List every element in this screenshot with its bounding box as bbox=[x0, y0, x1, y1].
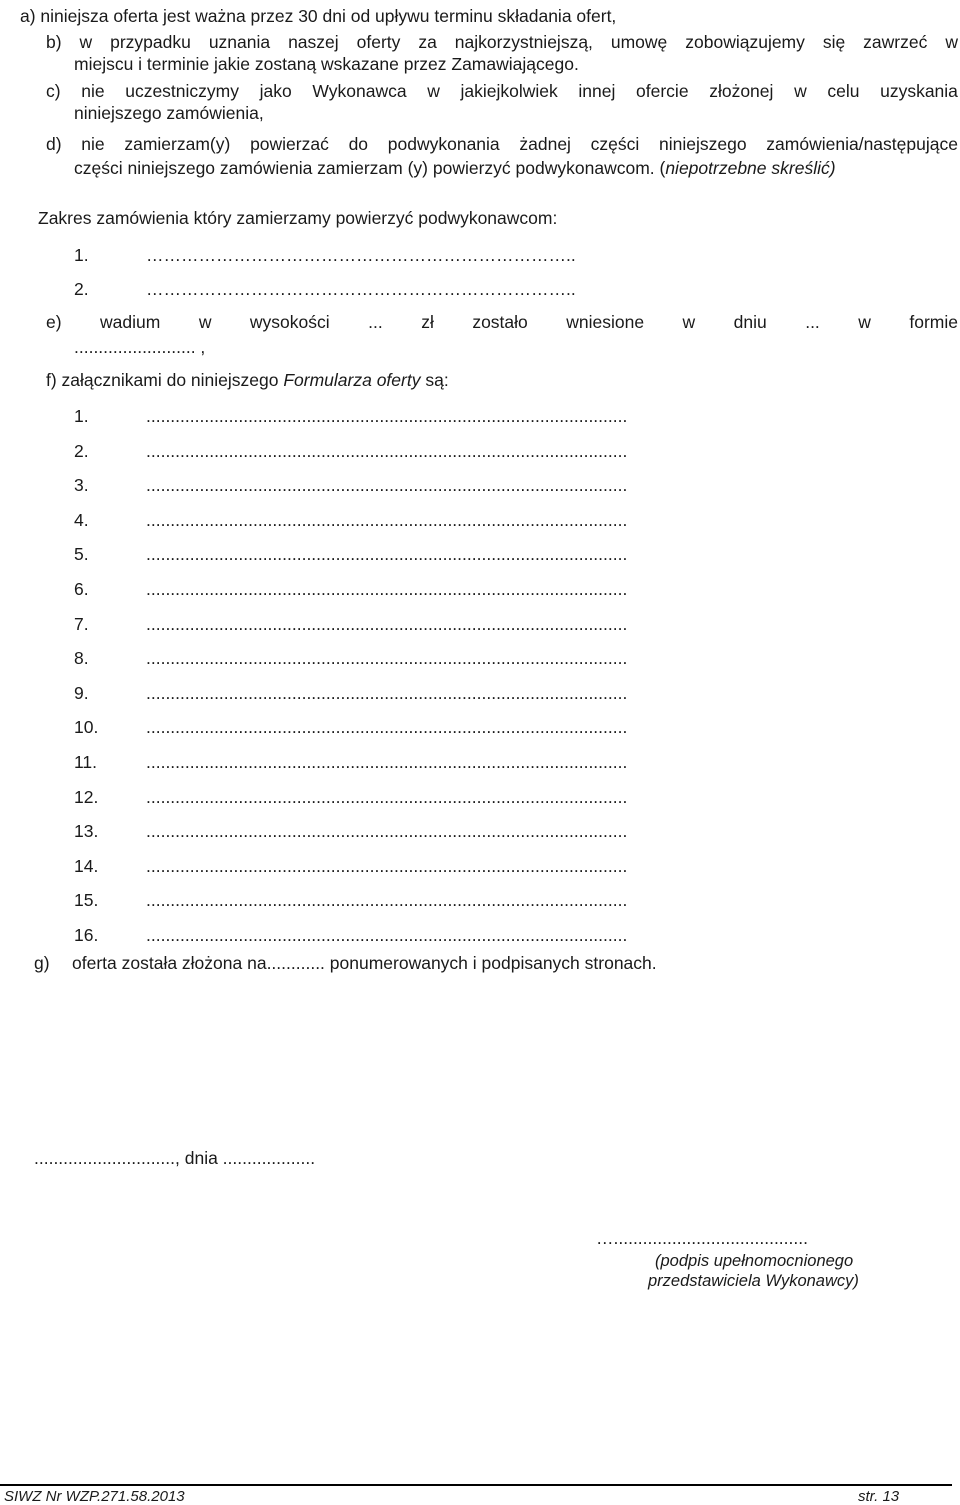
word: w bbox=[858, 312, 871, 332]
zakres-heading: Zakres zamówienia który zamierzamy powierzyć podwykonawcom: bbox=[38, 208, 558, 228]
item-g-text: oferta została złożona na............ ponumerowanych i podpisanych stronach. bbox=[72, 953, 657, 973]
attachment-dots: ................................................................................................... bbox=[146, 890, 628, 911]
word: do bbox=[348, 134, 369, 154]
item-f-prefix: f) załącznikami do niniejszego bbox=[46, 370, 284, 390]
item-b-line1 bbox=[46, 31, 958, 53]
attachment-dots: ................................................................................................... bbox=[146, 752, 628, 772]
item-f bbox=[46, 369, 449, 391]
word: niniejszego bbox=[659, 134, 747, 154]
attachment-number: 7. bbox=[74, 613, 89, 634]
zakres-item-1 bbox=[0, 244, 960, 266]
attachment-dots: ................................................................................................... bbox=[146, 475, 628, 496]
item-g-label: g) bbox=[34, 953, 50, 973]
word: jakiejkolwiek bbox=[460, 81, 558, 101]
attachment-item bbox=[0, 786, 960, 808]
word: uczestniczymy bbox=[125, 81, 239, 101]
word: wysokości bbox=[249, 312, 330, 332]
attachment-number: 1. bbox=[74, 406, 89, 426]
word: nie bbox=[81, 134, 105, 154]
word: umowę bbox=[610, 32, 668, 52]
attachment-item bbox=[0, 578, 960, 600]
attachment-item bbox=[0, 647, 960, 669]
attachment-item bbox=[0, 855, 960, 877]
attachment-dots: ................................................................................................... bbox=[146, 821, 628, 842]
word: żadnej bbox=[519, 134, 571, 154]
attachment-number: 8. bbox=[74, 648, 89, 669]
attachment-item bbox=[0, 440, 960, 462]
footer-rule bbox=[0, 1484, 952, 1486]
word: uzyskania bbox=[880, 81, 958, 101]
zakres-item-2 bbox=[0, 278, 960, 300]
word: oferty bbox=[356, 32, 401, 52]
word: zł bbox=[421, 312, 434, 332]
attachment-item bbox=[0, 820, 960, 842]
attachment-item bbox=[0, 751, 960, 773]
item-d-line1 bbox=[46, 133, 958, 155]
word: najkorzystniejszą, bbox=[454, 32, 593, 52]
word: za bbox=[418, 32, 437, 52]
attachment-item bbox=[0, 613, 960, 635]
place-date-line: ............................., dnia ................... bbox=[34, 1148, 316, 1168]
item-e-line2: ......................... , bbox=[74, 337, 206, 357]
attachment-dots: ................................................................................................... bbox=[146, 717, 628, 738]
word: ... bbox=[368, 312, 383, 332]
word: d) bbox=[46, 134, 62, 154]
word: się bbox=[822, 32, 846, 52]
signature-caption-line2: przedstawiciela Wykonawcy) bbox=[648, 1272, 859, 1290]
item-d-italic-note: niepotrzebne skreślić) bbox=[665, 158, 836, 178]
item-b-line2: miejscu i terminie jakie zostaną wskazane przez Zamawiającego. bbox=[74, 54, 579, 74]
word: jako bbox=[259, 81, 292, 101]
item-d-line2-text: części niniejszego zamówienia zamierzam (y) powierzyć podwykonawcom. ( bbox=[74, 158, 666, 178]
word: innej bbox=[578, 81, 616, 101]
word: b) bbox=[46, 32, 62, 52]
word: naszej bbox=[288, 32, 339, 52]
attachment-item bbox=[0, 509, 960, 531]
word: uznania bbox=[208, 32, 271, 52]
attachment-dots: ................................................................................................... bbox=[146, 579, 628, 599]
attachment-dots: ................................................................................................... bbox=[146, 544, 628, 565]
word: w bbox=[79, 32, 93, 52]
signature-caption-line1: (podpis upełnomocnionego bbox=[655, 1252, 854, 1270]
word: formie bbox=[909, 312, 958, 332]
attachment-dots: ................................................................................................... bbox=[146, 855, 628, 876]
item-d-line2 bbox=[74, 157, 836, 179]
word: nie bbox=[81, 81, 105, 101]
word: powierzać bbox=[250, 134, 329, 154]
word: ... bbox=[805, 312, 820, 332]
word: dniu bbox=[733, 312, 767, 332]
attachment-dots: ................................................................................................... bbox=[146, 648, 628, 669]
attachment-item bbox=[0, 682, 960, 704]
attachment-number: 3. bbox=[74, 475, 89, 496]
attachment-number: 5. bbox=[74, 544, 89, 565]
item-c-line2: niniejszego zamówienia, bbox=[74, 103, 264, 123]
attachment-number: 10. bbox=[74, 717, 99, 738]
attachment-dots: ................................................................................................... bbox=[146, 440, 628, 461]
attachment-item bbox=[0, 543, 960, 565]
attachment-dots: ................................................................................................... bbox=[146, 613, 628, 634]
word: części bbox=[590, 134, 640, 154]
attachment-dots: ................................................................................................... bbox=[146, 682, 628, 703]
word: ofercie bbox=[636, 81, 689, 101]
word: zawrzeć bbox=[863, 32, 928, 52]
word: wniesione bbox=[566, 312, 645, 332]
word: złożonej bbox=[709, 81, 774, 101]
item-f-suffix: są: bbox=[420, 370, 449, 390]
attachment-item bbox=[0, 405, 960, 427]
word: Wykonawca bbox=[312, 81, 407, 101]
item-c-line1 bbox=[46, 80, 958, 102]
attachment-number: 6. bbox=[74, 579, 89, 599]
word: w bbox=[682, 312, 696, 332]
attachment-dots: ................................................................................................... bbox=[146, 509, 628, 530]
item-e-line1 bbox=[46, 311, 958, 333]
zakres-item-dots: ……………………………………………………………….. bbox=[146, 245, 576, 265]
attachment-dots: ................................................................................................... bbox=[146, 925, 628, 945]
attachment-number: 12. bbox=[74, 786, 99, 807]
attachment-dots: ................................................................................................... bbox=[146, 786, 628, 807]
word: c) bbox=[46, 81, 61, 101]
attachment-number: 2. bbox=[74, 440, 89, 461]
attachment-item bbox=[0, 716, 960, 738]
word: zamówienia/następujące bbox=[766, 134, 958, 154]
word: zobowiązujemy bbox=[685, 32, 805, 52]
word: w bbox=[427, 81, 440, 101]
word: zamierzam(y) bbox=[124, 134, 231, 154]
footer-page-number: str. 13 bbox=[858, 1488, 900, 1505]
zakres-item-number: 2. bbox=[74, 279, 89, 299]
word: celu bbox=[827, 81, 860, 101]
signature-dots: …........................................ bbox=[596, 1228, 808, 1248]
word: w bbox=[794, 81, 807, 101]
attachment-item bbox=[0, 889, 960, 911]
word: w bbox=[945, 32, 958, 52]
word: e) bbox=[46, 312, 62, 332]
attachment-number: 4. bbox=[74, 509, 89, 530]
zakres-item-number: 1. bbox=[74, 245, 89, 265]
item-f-italic: Formularza oferty bbox=[283, 370, 421, 390]
attachment-number: 11. bbox=[74, 752, 98, 772]
attachment-dots: ................................................................................................... bbox=[146, 406, 628, 426]
word: podwykonania bbox=[387, 134, 500, 154]
word: w bbox=[198, 312, 212, 332]
attachment-number: 16. bbox=[74, 925, 99, 945]
word: wadium bbox=[100, 312, 161, 332]
word: przypadku bbox=[110, 32, 191, 52]
attachment-item bbox=[0, 474, 960, 496]
attachment-number: 13. bbox=[74, 821, 99, 842]
item-a: a) niniejsza oferta jest ważna przez 30 dni od upływu terminu składania ofert, bbox=[20, 6, 617, 26]
attachment-item bbox=[0, 924, 960, 946]
attachment-number: 14. bbox=[74, 855, 99, 876]
attachment-number: 15. bbox=[74, 890, 99, 911]
word: zostało bbox=[472, 312, 528, 332]
footer-reference: SIWZ Nr WZP.271.58.2013 bbox=[4, 1488, 185, 1505]
zakres-item-dots: ……………………………………………………………….. bbox=[146, 279, 576, 299]
attachment-number: 9. bbox=[74, 682, 89, 703]
